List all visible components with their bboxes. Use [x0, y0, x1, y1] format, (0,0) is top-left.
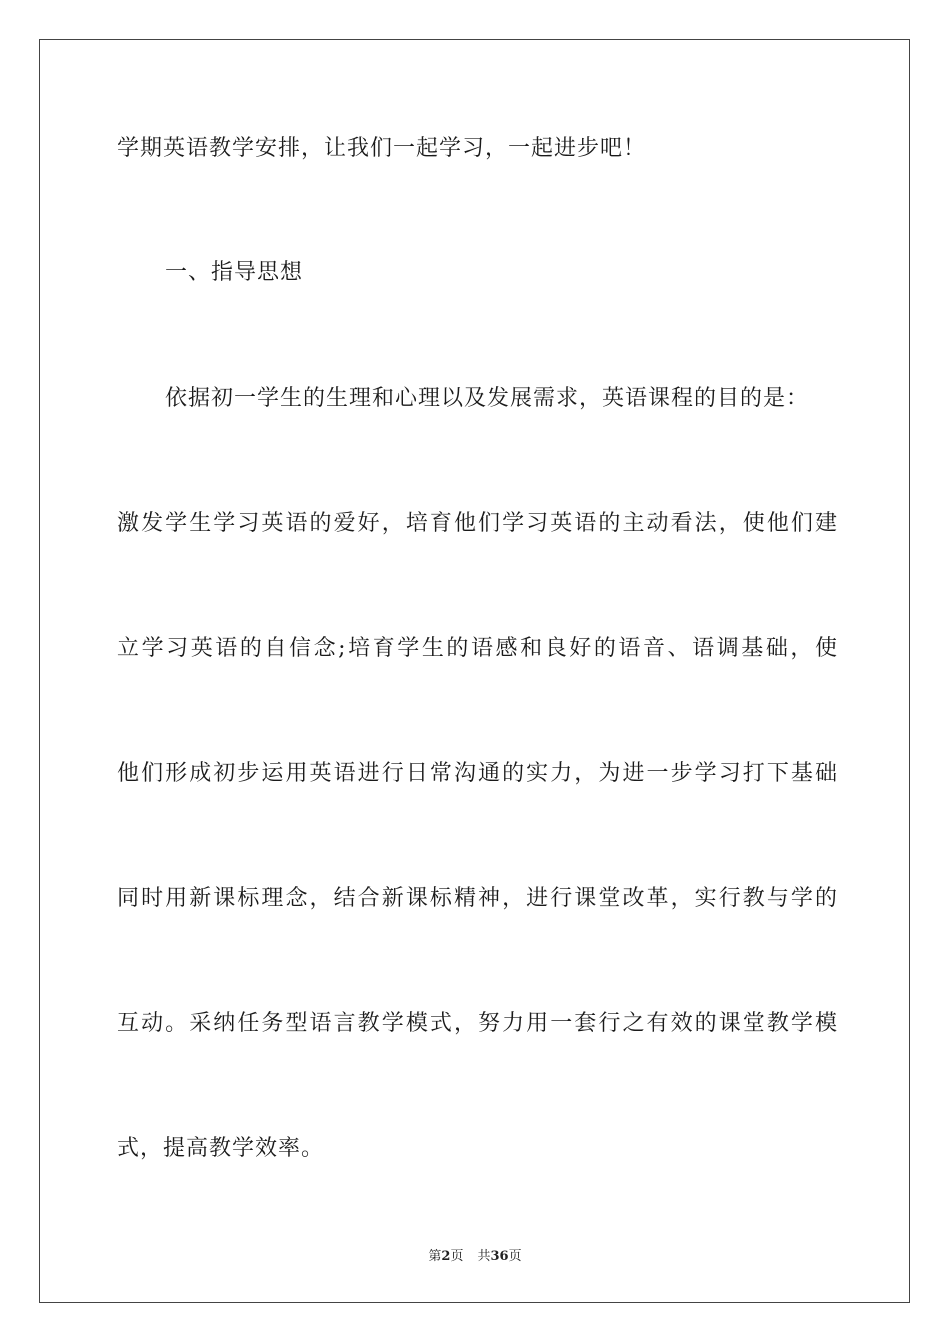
total-pages: 36 — [490, 1249, 509, 1264]
total-prefix: 共 — [477, 1249, 491, 1264]
body-text-line-1: 学期英语教学安排，让我们一起学习，一起进步吧！ — [117, 136, 647, 161]
body-text-line-3: 激发学生学习英语的爱好，培育他们学习英语的主动看法，使他们建 — [117, 511, 837, 536]
body-text-line-6: 同时用新课标理念，结合新课标精神，进行课堂改革，实行教与学的 — [117, 886, 837, 911]
body-text-line-7: 互动。采纳任务型语言教学模式，努力用一套行之有效的课堂教学模 — [117, 1011, 837, 1036]
page-border — [39, 39, 910, 1303]
body-text-line-8: 式，提高教学效率。 — [117, 1136, 325, 1161]
page-suffix: 页 — [450, 1249, 464, 1264]
section-heading: 一、指导思想 — [165, 260, 304, 285]
total-suffix: 页 — [508, 1249, 522, 1264]
page-number: 2 — [441, 1249, 451, 1264]
page-prefix: 第 — [428, 1249, 442, 1264]
page-footer — [0, 1248, 950, 1266]
body-text-line-2: 依据初一学生的生理和心理以及发展需求，英语课程的目的是： — [165, 386, 810, 411]
body-text-line-4: 立学习英语的自信念;培育学生的语感和良好的语音、语调基础，使 — [117, 636, 837, 661]
body-text-line-5: 他们形成初步运用英语进行日常沟通的实力，为进一步学习打下基础 — [117, 761, 837, 786]
